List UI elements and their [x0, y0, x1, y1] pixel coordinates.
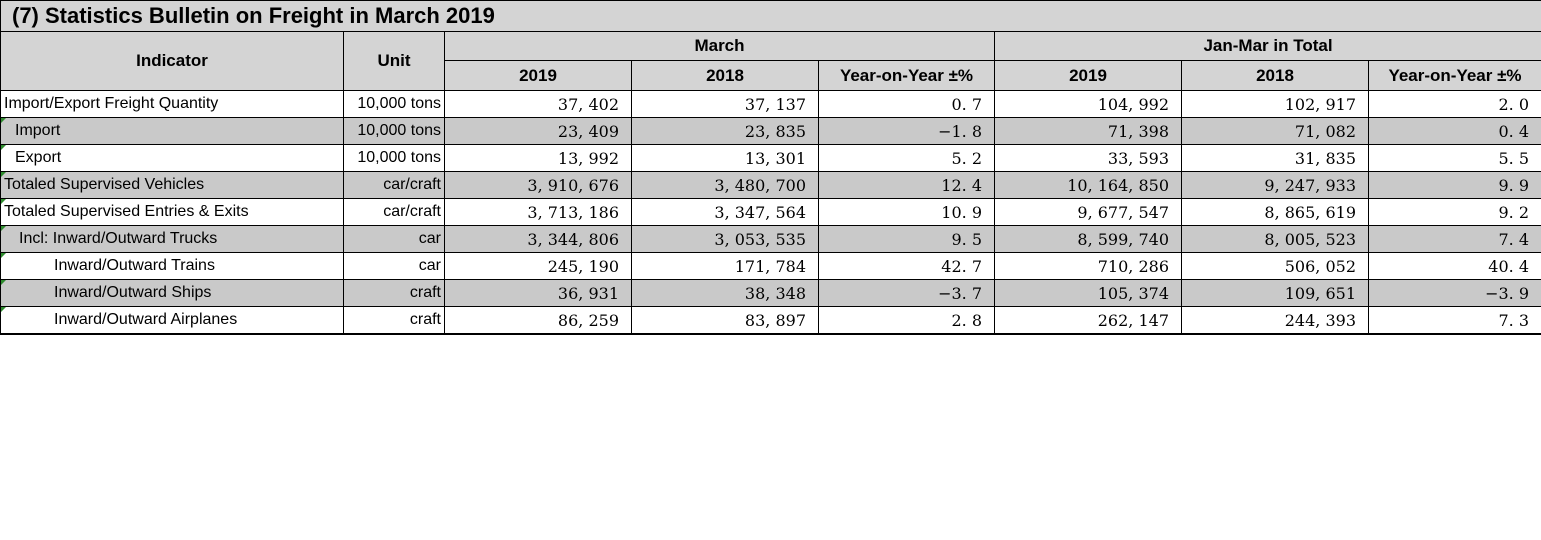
- total-2019-cell[interactable]: 105, 374: [995, 280, 1182, 307]
- table-row: [1, 226, 1541, 253]
- total-2018-cell[interactable]: 9, 247, 933: [1182, 172, 1369, 199]
- total-2019-cell[interactable]: 710, 286: [995, 253, 1182, 280]
- march-2019-cell[interactable]: 245, 190: [445, 253, 632, 280]
- indicator-label: Incl: Inward/Outward Trucks: [19, 230, 218, 247]
- total-2019-cell[interactable]: 262, 147: [995, 307, 1182, 335]
- table-row: [1, 280, 1541, 307]
- unit-cell[interactable]: car/craft: [344, 199, 445, 226]
- march-yoy-cell[interactable]: 10. 9: [819, 199, 995, 226]
- total-2018-cell[interactable]: 109, 651: [1182, 280, 1369, 307]
- table-row: [1, 253, 1541, 280]
- header-march-2019[interactable]: 2019: [445, 61, 632, 91]
- cell-note-marker: [1, 145, 6, 150]
- total-2018-cell[interactable]: 31, 835: [1182, 145, 1369, 172]
- unit-cell[interactable]: 10,000 tons: [344, 145, 445, 172]
- table-row: [1, 307, 1541, 335]
- unit-cell[interactable]: car: [344, 253, 445, 280]
- indicator-label: Totaled Supervised Entries & Exits: [4, 203, 249, 220]
- march-2018-cell[interactable]: 171, 784: [632, 253, 819, 280]
- march-2019-cell[interactable]: 13, 992: [445, 145, 632, 172]
- indicator-cell[interactable]: [1, 253, 344, 280]
- march-yoy-cell[interactable]: 9. 5: [819, 226, 995, 253]
- total-2019-cell[interactable]: 104, 992: [995, 91, 1182, 118]
- table-row: [1, 91, 1541, 118]
- indicator-cell[interactable]: [1, 280, 344, 307]
- total-2018-cell[interactable]: 71, 082: [1182, 118, 1369, 145]
- table-title[interactable]: (7) Statistics Bulletin on Freight in March 2019: [1, 1, 1541, 32]
- indicator-label: Inward/Outward Trains: [54, 257, 215, 274]
- march-2018-cell[interactable]: 83, 897: [632, 307, 819, 335]
- cell-note-marker: [1, 199, 6, 204]
- march-2018-cell[interactable]: 13, 301: [632, 145, 819, 172]
- total-yoy-cell[interactable]: −3. 9: [1369, 280, 1541, 307]
- indicator-label: Export: [15, 149, 62, 166]
- march-yoy-cell[interactable]: −1. 8: [819, 118, 995, 145]
- indicator-cell[interactable]: [1, 307, 344, 335]
- cell-note-marker: [1, 280, 6, 285]
- march-2018-cell[interactable]: 38, 348: [632, 280, 819, 307]
- header-march-2018[interactable]: 2018: [632, 61, 819, 91]
- table-row: [1, 118, 1541, 145]
- total-2018-cell[interactable]: 8, 005, 523: [1182, 226, 1369, 253]
- unit-cell[interactable]: craft: [344, 307, 445, 335]
- total-2018-cell[interactable]: 506, 052: [1182, 253, 1369, 280]
- total-yoy-cell[interactable]: 2. 0: [1369, 91, 1541, 118]
- total-yoy-cell[interactable]: 7. 4: [1369, 226, 1541, 253]
- indicator-label: Import: [15, 122, 61, 139]
- indicator-label: Totaled Supervised Vehicles: [4, 176, 205, 193]
- march-2018-cell[interactable]: 3, 053, 535: [632, 226, 819, 253]
- indicator-cell[interactable]: Import/Export Freight Quantity: [1, 91, 344, 118]
- cell-note-marker: [1, 118, 6, 123]
- unit-cell[interactable]: car/craft: [344, 172, 445, 199]
- march-2019-cell[interactable]: 86, 259: [445, 307, 632, 335]
- header-group-march[interactable]: March: [445, 32, 995, 61]
- march-2019-cell[interactable]: 3, 713, 186: [445, 199, 632, 226]
- march-2019-cell[interactable]: 36, 931: [445, 280, 632, 307]
- march-yoy-cell[interactable]: −3. 7: [819, 280, 995, 307]
- total-2019-cell[interactable]: 33, 593: [995, 145, 1182, 172]
- unit-cell[interactable]: 10,000 tons: [344, 118, 445, 145]
- unit-cell[interactable]: 10,000 tons: [344, 91, 445, 118]
- header-total-2018[interactable]: 2018: [1182, 61, 1369, 91]
- header-march-yoy[interactable]: Year-on-Year ±%: [819, 61, 995, 91]
- cell-note-marker: [1, 172, 6, 177]
- march-yoy-cell[interactable]: 5. 2: [819, 145, 995, 172]
- total-yoy-cell[interactable]: 9. 2: [1369, 199, 1541, 226]
- total-yoy-cell[interactable]: 0. 4: [1369, 118, 1541, 145]
- table-row: [1, 145, 1541, 172]
- header-total-yoy[interactable]: Year-on-Year ±%: [1369, 61, 1541, 91]
- indicator-cell[interactable]: [1, 172, 344, 199]
- header-total-2019[interactable]: 2019: [995, 61, 1182, 91]
- march-2018-cell[interactable]: 3, 480, 700: [632, 172, 819, 199]
- march-yoy-cell[interactable]: 12. 4: [819, 172, 995, 199]
- total-yoy-cell[interactable]: 9. 9: [1369, 172, 1541, 199]
- total-2019-cell[interactable]: 8, 599, 740: [995, 226, 1182, 253]
- unit-cell[interactable]: craft: [344, 280, 445, 307]
- unit-cell[interactable]: car: [344, 226, 445, 253]
- header-indicator[interactable]: Indicator: [1, 32, 344, 91]
- cell-note-marker: [1, 253, 6, 258]
- total-yoy-cell[interactable]: 5. 5: [1369, 145, 1541, 172]
- march-yoy-cell[interactable]: 2. 8: [819, 307, 995, 335]
- cell-note-marker: [1, 307, 6, 312]
- indicator-cell[interactable]: [1, 118, 344, 145]
- march-2019-cell[interactable]: 37, 402: [445, 91, 632, 118]
- march-2018-cell[interactable]: 37, 137: [632, 91, 819, 118]
- header-group-jan-mar[interactable]: Jan-Mar in Total: [995, 32, 1541, 61]
- march-yoy-cell[interactable]: 0. 7: [819, 91, 995, 118]
- total-yoy-cell[interactable]: 40. 4: [1369, 253, 1541, 280]
- march-yoy-cell[interactable]: 42. 7: [819, 253, 995, 280]
- indicator-label: Inward/Outward Airplanes: [54, 311, 238, 328]
- march-2018-cell[interactable]: 23, 835: [632, 118, 819, 145]
- total-2019-cell[interactable]: 71, 398: [995, 118, 1182, 145]
- table-row: [1, 199, 1541, 226]
- total-2018-cell[interactable]: 102, 917: [1182, 91, 1369, 118]
- total-2019-cell[interactable]: 9, 677, 547: [995, 199, 1182, 226]
- total-2019-cell[interactable]: 10, 164, 850: [995, 172, 1182, 199]
- total-2018-cell[interactable]: 244, 393: [1182, 307, 1369, 335]
- total-2018-cell[interactable]: 8, 865, 619: [1182, 199, 1369, 226]
- header-unit[interactable]: Unit: [344, 32, 445, 91]
- table-row: [1, 172, 1541, 199]
- march-2019-cell[interactable]: 23, 409: [445, 118, 632, 145]
- march-2018-cell[interactable]: 3, 347, 564: [632, 199, 819, 226]
- indicator-cell[interactable]: [1, 145, 344, 172]
- indicator-label: Inward/Outward Ships: [54, 284, 212, 301]
- indicator-cell[interactable]: [1, 199, 344, 226]
- march-2019-cell[interactable]: 3, 910, 676: [445, 172, 632, 199]
- total-yoy-cell[interactable]: 7. 3: [1369, 307, 1541, 335]
- march-2019-cell[interactable]: 3, 344, 806: [445, 226, 632, 253]
- cell-note-marker: [1, 226, 6, 231]
- indicator-cell[interactable]: [1, 226, 344, 253]
